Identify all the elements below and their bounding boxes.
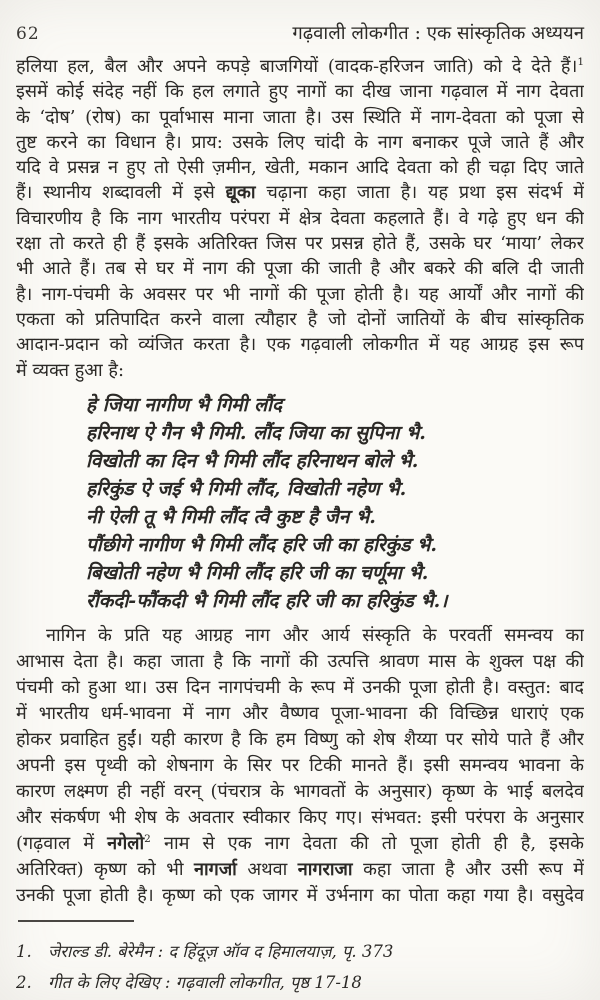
- verse-line: रौंकदी-फौंकदी भै गिमी लौंद हरि जी का हरिकुंड भै.।: [86, 589, 448, 612]
- paragraph-line: के ‘दोष’ (रोष) का पूर्वाभास माना जाता है। उस स्थिति में नाग-देवता को पूजा से: [16, 106, 584, 128]
- footnote-number: 2.: [16, 972, 32, 992]
- line-text: हैं। स्थानीय शब्दावली में इसे: [16, 182, 226, 204]
- paragraph-line: आदान-प्रदान को व्यंजित करता है। एक गढ़वाली लोकगीत में यह आग्रह इस रूप: [16, 334, 584, 356]
- footnote-separator-rule: [18, 920, 134, 922]
- footnote-2: [16, 967, 584, 998]
- paragraph-line: [16, 54, 584, 79]
- paragraph-line: नागिन के प्रति यह आग्रह नाग और आर्य संस्कृति के परवर्ती समन्वय का: [46, 624, 584, 646]
- paragraph-line: उनकी पूजा होती है। कृष्ण को एक जागर में उर्भनाग का पोता कहा गया है। वसुदेव: [16, 884, 584, 906]
- emphasized-term: नागर्जा: [194, 858, 237, 880]
- line-text: हलिया हल, बैल और अपने कपड़े बाजगियों (वादक-हरिजन जाति) को दे देते हैं।: [16, 56, 578, 77]
- paragraph-line: इसमें कोई संदेह नहीं कि हल लगाते हुए नागों का दीख जाना गढ़वाल में नाग देवता: [16, 81, 584, 103]
- paragraph-line: आभास देता है। कहा जाता है कि नागों की उत्पत्ति श्रावण मास के शुक्ल पक्ष की: [16, 650, 584, 672]
- line-text: अतिरिक्त) कृष्ण को भी: [16, 858, 195, 880]
- paragraph-line: एकता को प्रतिपादित करने वाला त्यौहार है जो दोनों जातियों के बीच सांस्कृतिक: [16, 308, 584, 330]
- paragraph-line: तुष्ट करने का विधान है। प्राय: उसके लिए चांदी के नाग बनाकर पूजे जाते हैं और: [16, 131, 584, 153]
- paragraph-line: में व्यक्त हुआ है:: [16, 359, 125, 381]
- footnote-text: जेराल्ड डी. बेरेमैन : द हिंदूज़ ऑव द हिमालयाज़, पृ. 373: [48, 941, 394, 961]
- paragraph-1: [0, 54, 600, 383]
- line-text: अथवा: [236, 858, 298, 880]
- line-text: चढ़ाना कहा जाता है। यह प्रथा इस संदर्भ में: [255, 182, 584, 204]
- verse-line: बिखोती नहेण भै गिमी लौंद हरि जी का चर्णूमा भै.: [86, 561, 429, 584]
- paragraph-line: में भारतीय धर्म-भावना में नाग और वैष्णव पूजा-भावना की विच्छिन्न धाराएं एक: [16, 702, 584, 724]
- verse-line: विखोती का दिन भै गिमी लौंद हरिनाथन बोले भै.: [86, 449, 419, 472]
- verse-line: हरिकुंड ऐ जई भै गिमी लौंद, विखोती नहेण भै.: [86, 477, 407, 500]
- line-text: कहा जाता है और उसी रूप में: [352, 858, 584, 880]
- footnote-text: गीत के लिए देखिए : गढ़वाली लोकगीत, पृष्ठ 17-18: [48, 972, 362, 992]
- paragraph-line: भी आते हैं। तब से घर में नाग की पूजा की जाती है और बकरे की बलि दी जाती: [16, 258, 584, 280]
- emphasized-term: नगेलो: [107, 832, 145, 854]
- paragraph-line: और संकर्षण भी शेष के अवतार स्वीकार किए गए। संभवत: इसी परंपरा के अनुसार: [16, 806, 584, 828]
- emphasized-term: नागराजा: [297, 858, 353, 880]
- paragraph-line: रक्षा तो करते ही हैं इसके अतिरिक्त जिस पर प्रसन्न होते हैं, उसके घर ‘माया’ लेकर: [16, 233, 584, 255]
- verse-line: नी ऐली तू भै गिमी लौंद त्वै कुष्ट है जैन भै.: [86, 505, 376, 528]
- paragraph-2: [0, 623, 600, 909]
- running-title: गढ़वाली लोकगीत : एक सांस्कृतिक अध्ययन: [292, 23, 584, 44]
- folk-song-verse: [0, 391, 600, 615]
- paragraph-line: [16, 180, 584, 205]
- footnote-1: [16, 936, 584, 967]
- verse-line: हे जिया नागीण भै गिमी लौंद: [86, 393, 283, 416]
- paragraph-line: कारण लक्ष्मण ही नहीं वरन् (पंचरात्र के भागवतों के अनुसार) कृष्ण के भाई बलदेव: [16, 780, 584, 802]
- paragraph-line: पंचमी को हुआ था। उस दिन नागपंचमी के रूप में उनकी पूजा होती है। वस्तुत: बाद: [16, 676, 584, 698]
- emphasized-term: द्यूका: [225, 182, 256, 204]
- line-text: नाम से एक नाग देवता की तो पूजा होती ही है, इसके: [150, 832, 584, 854]
- paragraph-line: [16, 831, 584, 857]
- paragraph-line: यदि वे प्रसन्न न हुए तो ऐसी ज़मीन, खेती, मकान आदि देवता को ही चढ़ा दिए जाते: [16, 157, 584, 179]
- verse-line: पौंछीगे नागीण भै गिमी लौंद हरि जी का हरिकुंड भै.: [86, 533, 437, 556]
- paragraph-line: है। नाग-पंचमी के अवसर पर भी नागों की पूजा होती है। यह आर्यों और नागों की: [16, 283, 584, 305]
- paragraph-line: विचारणीय है कि नाग भारतीय परंपरा में क्षेत्र देवता कहलाते हैं। वे गढ़े हुए धन की: [16, 207, 584, 229]
- footnotes: [0, 936, 600, 998]
- verse-line: हरिनाथ ऐ गैन भै गिमी. लौंद जिया का सुपिना भै.: [86, 421, 426, 444]
- paragraph-line: [16, 857, 584, 883]
- footnote-ref-2: 2: [144, 832, 151, 845]
- footnote-ref-1: 1: [577, 56, 584, 68]
- paragraph-line: होकर प्रवाहित हुईं। यही कारण है कि हम विष्णु को शेष शैय्या पर सोये पाते हैं और: [16, 728, 584, 750]
- page-header: [0, 0, 600, 45]
- page-number: 62: [16, 24, 40, 44]
- paragraph-line: अपनी इस पृथ्वी को शेषनाग के सिर पर टिकी मानते हैं। इसी समन्वय भावना के: [16, 754, 584, 776]
- line-text: (गढ़वाल में: [16, 832, 108, 854]
- footnote-number: 1.: [16, 941, 32, 961]
